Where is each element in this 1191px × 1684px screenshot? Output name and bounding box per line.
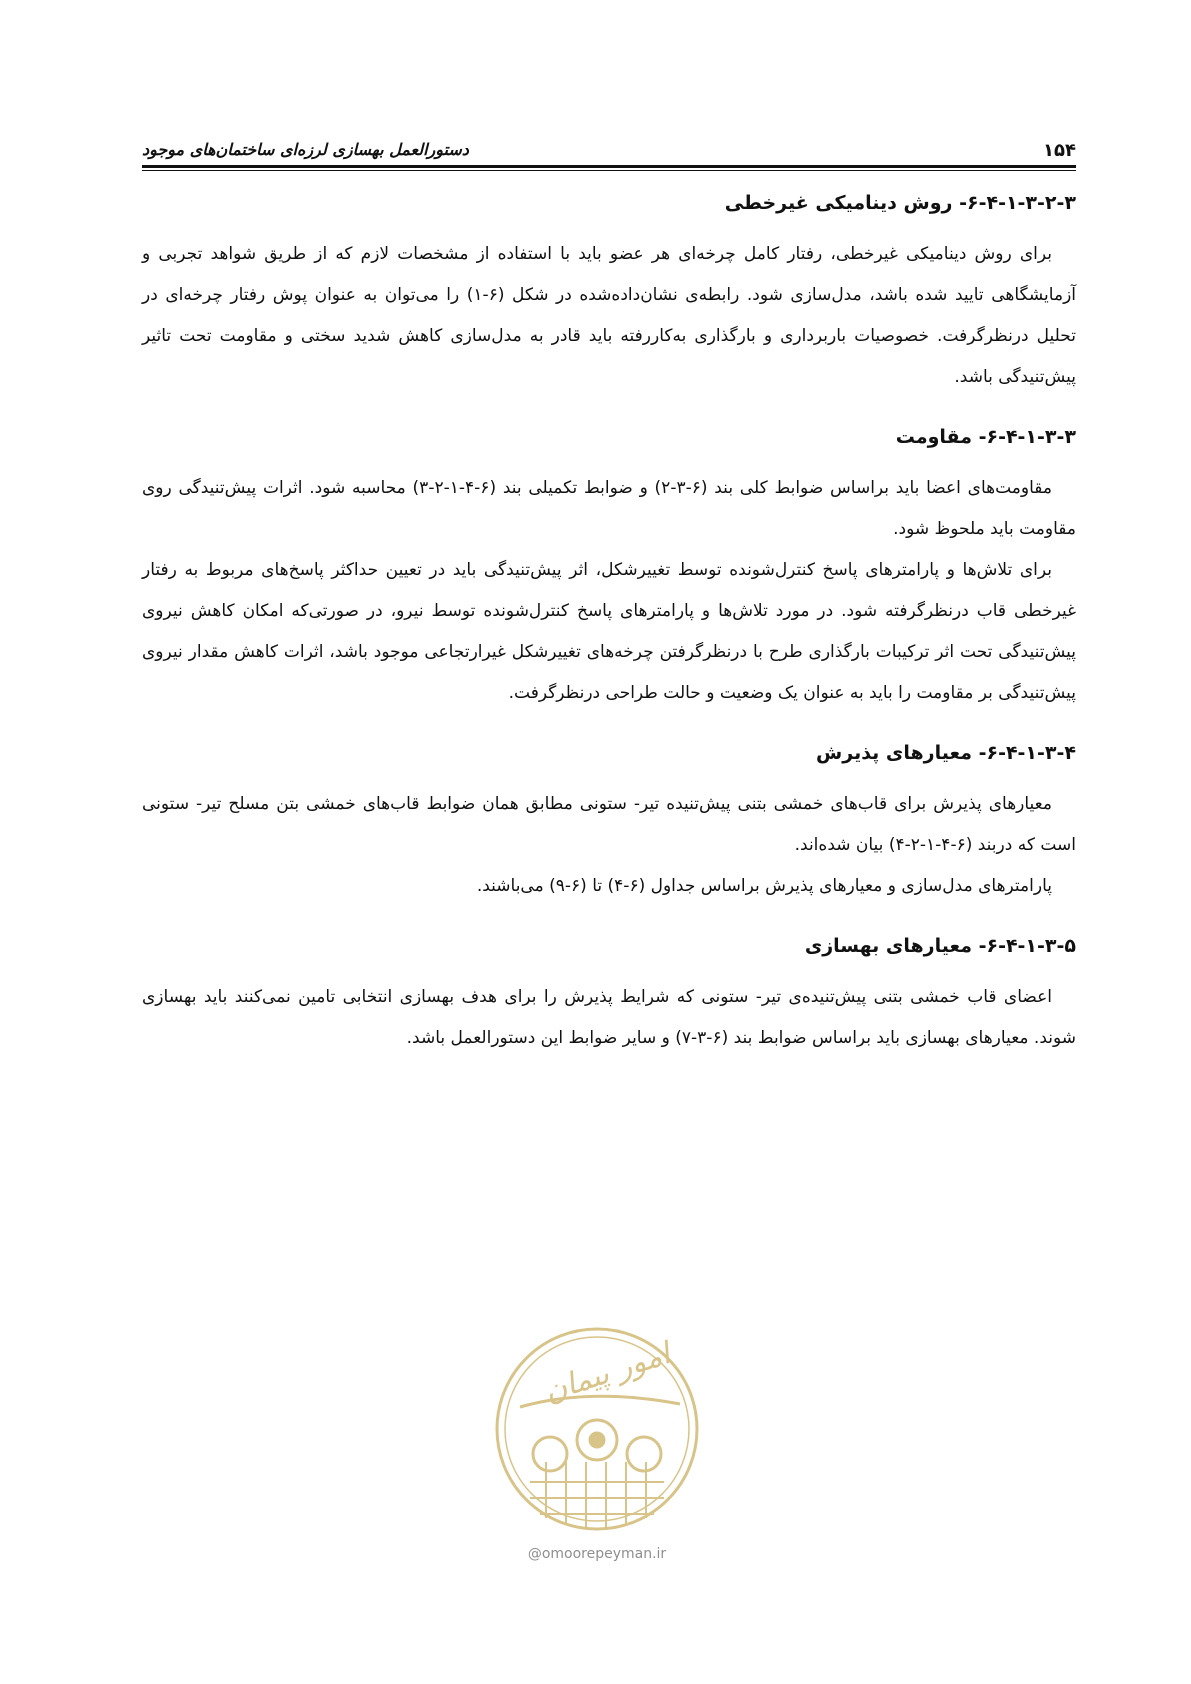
page-header bbox=[142, 138, 1076, 168]
swoosh-decoration bbox=[520, 1396, 680, 1407]
paragraph: مقاومت‌های اعضا باید براساس ضوابط کلی بند (۶-۳-۲) و ضوابط تکمیلی بند (۶-۴-۱-۲-۳) محاسبه شود. اثرات پیش‌تنیدگی روی مقاومت باید ملحوظ شود. bbox=[142, 478, 1076, 539]
watermark-stamp bbox=[490, 1312, 704, 1552]
paragraph: برای تلاش‌ها و پارامترهای پاسخ کنترل‌شونده توسط تغییرشکل، اثر پیش‌تنیدگی باید در تعیین حداکثر پاسخ‌های مربوط به رفتار غیرخطی قاب درنظرگرفته شود. در مورد تلاش‌ها و پارامترهای پاسخ کنترل‌شونده توسط نیرو، در صورتی‌که امکان کاهش نیروی پیش‌تنیدگی تحت اثر ترکیبات بارگذاری طرح با درنظرگرفتن چرخه‌های تغییرشکل غیرارتجاعی موجود باشد، اثرات کاهش مقدار نیروی پیش‌تنیدگی بر مقاومت را باید به عنوان یک وضعیت و حالت طراحی درنظرگرفت. bbox=[142, 560, 1076, 703]
section-heading: ۶-۴-۱-۳-۴- معیارهای پذیرش bbox=[816, 742, 1076, 764]
page-number: ۱۵۴ bbox=[1043, 140, 1076, 161]
paragraph: معیارهای پذیرش برای قاب‌های خمشی بتنی پیش‌تنیده تیر- ستونی مطابق همان ضوابط قاب‌های خمشی بتن مسلح تیر- ستونی است که دربند (۶-۴-۱-۲-۴) بیان شده‌اند. bbox=[142, 794, 1076, 855]
watermark-website: @omoorepeyman.ir bbox=[527, 1546, 667, 1562]
section-heading: ۶-۴-۱-۳-۵- معیارهای بهسازی bbox=[804, 935, 1076, 957]
gear-icon bbox=[533, 1437, 567, 1471]
paragraph: برای روش دینامیکی غیرخطی، رفتار کامل چرخه‌ای هر عضو باید با استفاده از مشخصات لازم که از طریق شواهد تجربی و آزمایشگاهی تایید شده باشد، مدل‌سازی شود. رابطه‌ی نشان‌داده‌شده در شکل (۶-۱) را می‌توان به عنوان پوش رفتار چرخه‌ای در تحلیل درنظرگرفت. خصوصیات باربرداری و بارگذاری به‌کاررفته باید قادر به مدل‌سازی کاهش شدید سختی و مقاومت تحت تاثیر پیش‌تنیدگی باشد. bbox=[142, 244, 1077, 387]
stamp-logo-text: امور پیمان bbox=[539, 1336, 675, 1410]
paragraph: پارامترهای مدل‌سازی و معیارهای پذیرش براساس جداول (۶-۴) تا (۶-۹) می‌باشند. bbox=[476, 876, 1052, 896]
section-nonlinear-dynamic bbox=[142, 186, 1076, 398]
header-divider bbox=[142, 165, 1076, 171]
section-heading: ۶-۴-۱-۳-۲-۳- روش دینامیکی غیرخطی bbox=[724, 192, 1076, 214]
section-strength bbox=[142, 420, 1076, 714]
section-heading: ۶-۴-۱-۳-۳- مقاومت bbox=[895, 426, 1076, 448]
page-body bbox=[142, 182, 1076, 1059]
section-rehabilitation-criteria bbox=[142, 929, 1076, 1059]
section-acceptance-criteria bbox=[142, 736, 1076, 907]
paragraph: اعضای قاب خمشی بتنی پیش‌تنیده‌ی تیر- ستونی که شرایط پذیرش را برای هدف بهسازی انتخابی تامین نمی‌کنند باید بهسازی شوند. معیارهای بهسازی باید براساس ضوابط بند (۶-۳-۷) و سایر ضوابط این دستورالعمل باشد. bbox=[142, 987, 1076, 1048]
running-title: دستورالعمل بهسازی لرزه‌ای ساختمان‌های موجود bbox=[142, 140, 469, 159]
gear-icon bbox=[627, 1437, 661, 1471]
